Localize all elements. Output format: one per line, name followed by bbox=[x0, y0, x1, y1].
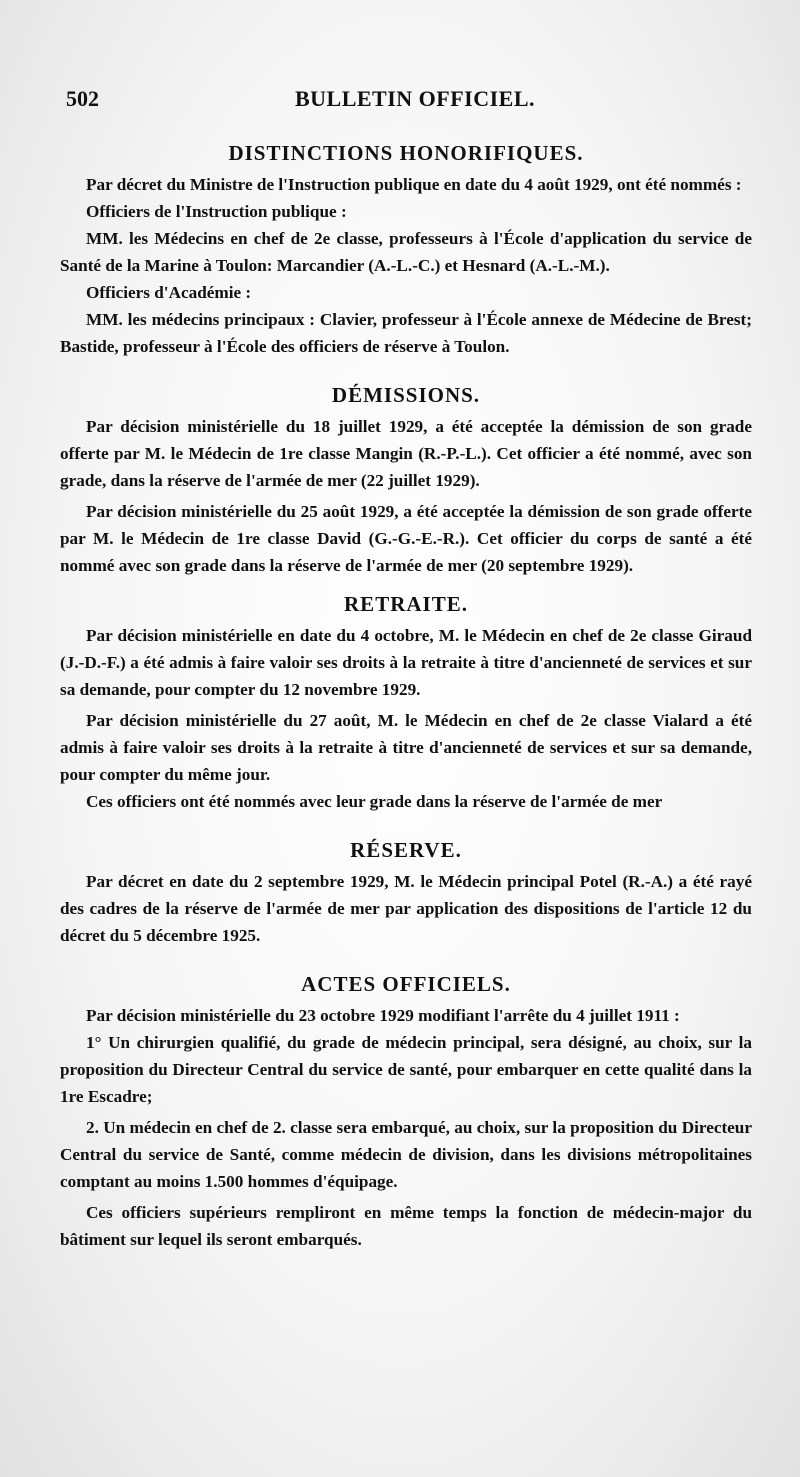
paragraph: Par décret en date du 2 septembre 1929, M. le Médecin principal Potel (R.-A.) a été rayé des cadres de la réserve de l'armée de mer par application des dispositions de l'article 12 du décret du 5 décembre 1925. bbox=[60, 872, 752, 945]
paragraph: Par décision ministérielle du 25 août 1929, a été acceptée la démission de son grade offerte par M. le Médecin de 1re classe David (G.-G.-E.-R.). Cet officier du corps de santé a été nommé avec son grade dans la réserve de l'armée de mer (20 septembre 1929). bbox=[60, 502, 752, 575]
paragraph: Par décret du Ministre de l'Instruction publique en date du 4 août 1929, ont été nommés : bbox=[86, 175, 742, 194]
subheading: Officiers de l'Instruction publique : bbox=[86, 202, 347, 221]
subheading: Officiers d'Académie : bbox=[86, 283, 252, 302]
section-title-reserve: RÉSERVE. bbox=[350, 838, 462, 862]
paragraph: Par décision ministérielle du 23 octobre 1929 modifiant l'arrête du 4 juillet 1911 : bbox=[86, 1006, 680, 1025]
section-title-actes-officiels: ACTES OFFICIELS. bbox=[301, 972, 511, 996]
running-title: BULLETIN OFFICIEL. bbox=[294, 86, 536, 111]
section-title-demissions: DÉMISSIONS. bbox=[331, 383, 481, 407]
list-item: 2. Un médecin en chef de 2. classe sera embarqué, au choix, sur la proposition du Directeur Central du service de Santé, comme médecin de division, dans les divisions métropolitaines comptant au moins 1.500 hommes d'équipage. bbox=[60, 1118, 752, 1191]
section-title-distinctions: DISTINCTIONS HONORIFIQUES. bbox=[228, 141, 584, 165]
page-number: 502 bbox=[66, 86, 99, 111]
paragraph: MM. les Médecins en chef de 2e classe, professeurs à l'École d'application du service de Santé de la Marine à Toulon: Marcandier (A.-L.-C.) et Hesnard (A.-L.-M.). bbox=[60, 229, 752, 275]
paragraph: Par décision ministérielle en date du 4 octobre, M. le Médecin en chef de 2e classe Giraud (J.-D.-F.) a été admis à faire valoir ses droits à la retraite à titre d'ancienneté de services et sur sa demande, pour compter du 12 novembre 1929. bbox=[60, 626, 752, 699]
page-header bbox=[0, 86, 800, 120]
paragraph: Ces officiers ont été nommés avec leur grade dans la réserve de l'armée de mer bbox=[86, 792, 663, 811]
paragraph: Ces officiers supérieurs rempliront en même temps la fonction de médecin-major du bâtiment sur lequel ils seront embarqués. bbox=[60, 1203, 752, 1249]
list-item: 1° Un chirurgien qualifié, du grade de médecin principal, sera désigné, au choix, sur la proposition du Directeur Central du service de santé, pour embarquer en cette qualité dans la 1re Escadre; bbox=[60, 1033, 752, 1106]
paragraph: MM. les médecins principaux : Clavier, professeur à l'École annexe de Médecine de Brest; Bastide, professeur à l'École des officiers de réserve à Toulon. bbox=[60, 310, 752, 356]
paragraph: Par décision ministérielle du 18 juillet 1929, a été acceptée la démission de son grade offerte par M. le Médecin de 1re classe Mangin (R.-P.-L.). Cet officier a été nommé, avec son grade, dans la réserve de l'armée de mer (22 juillet 1929). bbox=[60, 417, 752, 490]
page-content bbox=[60, 140, 752, 1253]
paragraph: Par décision ministérielle du 27 août, M. le Médecin en chef de 2e classe Vialard a été admis à faire valoir ses droits à la retraite à titre d'ancienneté de services et sur sa demande, pour compter du même jour. bbox=[60, 711, 752, 784]
section-title-retraite: RETRAITE. bbox=[344, 592, 468, 616]
